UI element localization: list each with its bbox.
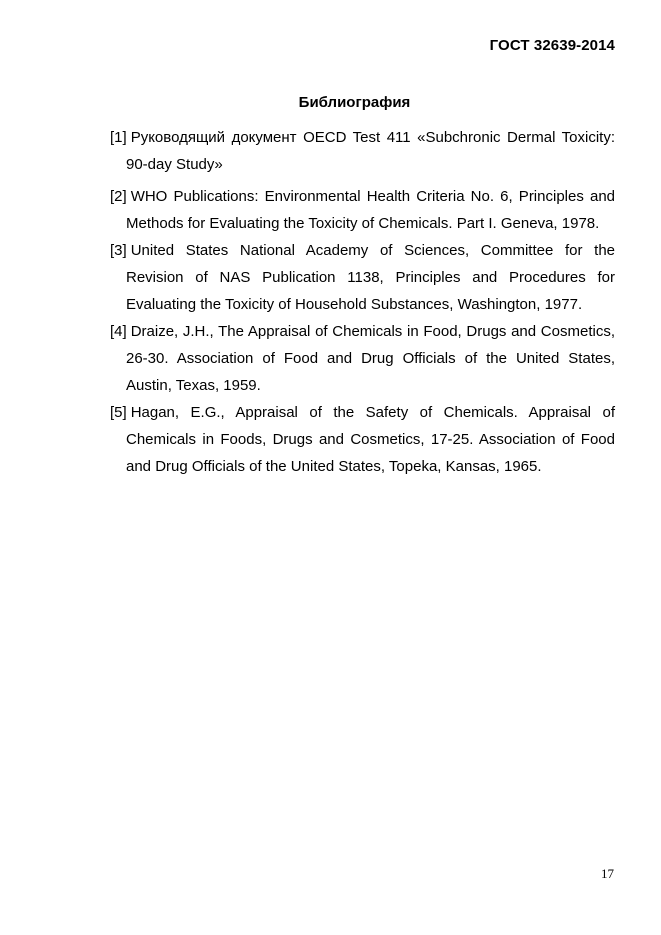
reference-text: United States National Academy of Sciences, Committee for the Revision of NAS Publication 1138, Principles and Procedures for Evaluating the Toxicity of Household Substances, Washington, 1977. xyxy=(126,242,615,313)
reference-number: [3] xyxy=(110,242,127,259)
bibliography-list xyxy=(110,124,615,480)
document-code: ГОСТ 32639-2014 xyxy=(489,37,615,54)
bibliography-title: Библиография xyxy=(298,94,411,111)
reference-number: [5] xyxy=(110,404,127,421)
bibliography-item-1 xyxy=(110,124,615,178)
bibliography-item-3 xyxy=(110,237,615,318)
reference-text: Draize, J.H., The Appraisal of Chemicals in Food, Drugs and Cosmetics, 26-30. Association of Food and Drug Officials of the United States, Austin, Texas, 1959. xyxy=(126,323,615,394)
reference-text: Руководящий документ OECD Test 411 «Subchronic Dermal Toxicity: 90-day Study» xyxy=(126,129,615,173)
reference-text: Hagan, E.G., Appraisal of the Safety of Chemicals. Appraisal of Chemicals in Foods, Drugs and Cosmetics, 17-25. Association of Food and Drug Officials of the United States, Topeka, Kansas, 1965. xyxy=(126,404,615,475)
reference-number: [4] xyxy=(110,323,127,340)
reference-number: [1] xyxy=(110,129,127,146)
bibliography-item-4 xyxy=(110,318,615,399)
reference-text: WHO Publications: Environmental Health Criteria No. 6, Principles and Methods for Evaluating the Toxicity of Chemicals. Part I. Geneva, 1978. xyxy=(126,188,615,232)
page-number: 17 xyxy=(601,866,614,881)
bibliography-item-5 xyxy=(110,399,615,480)
bibliography-item-2 xyxy=(110,183,615,237)
reference-number: [2] xyxy=(110,188,127,205)
